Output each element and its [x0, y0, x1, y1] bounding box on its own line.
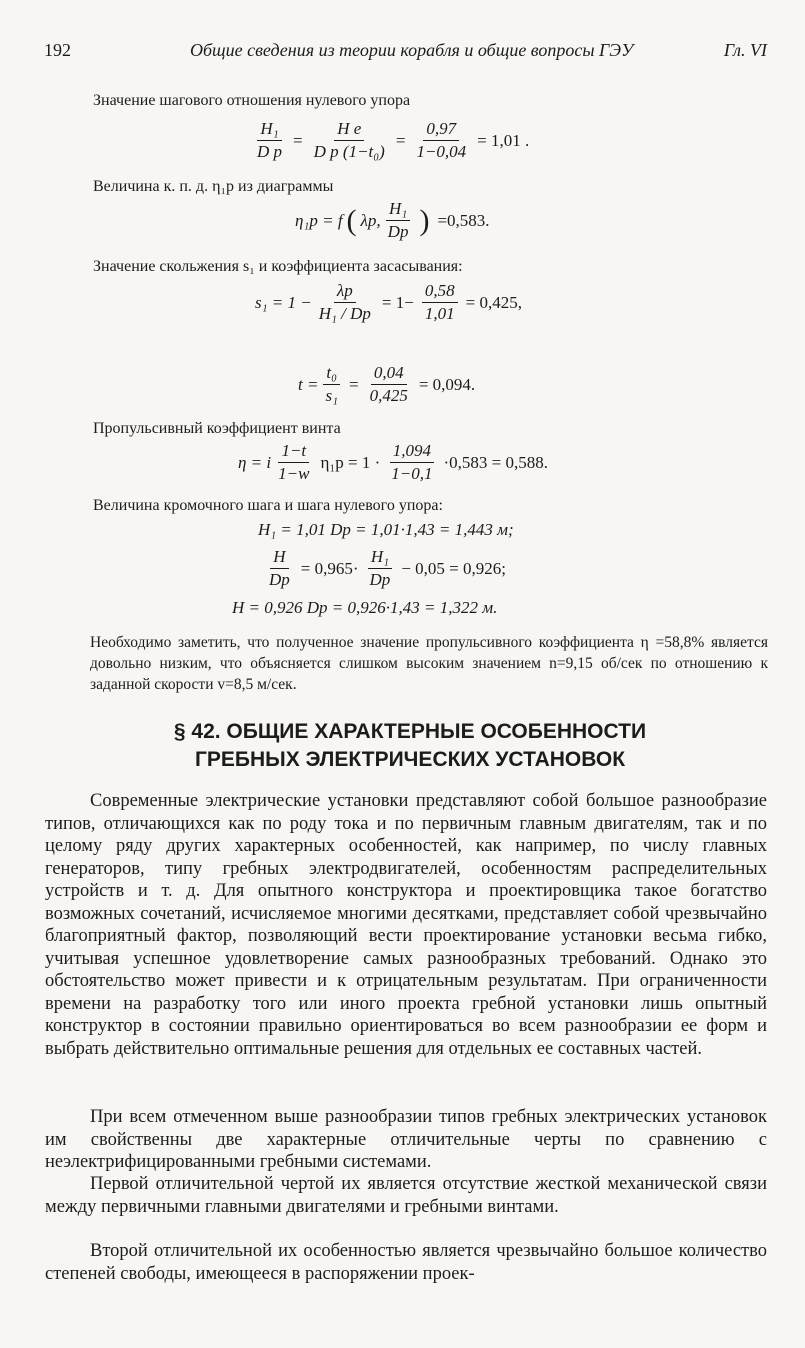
running-title: Общие сведения из теории корабля и общие вопросы ГЭУ: [190, 40, 634, 60]
fraction: $\frac{\text{H₁}}{\text{D p}}$: [257, 119, 283, 161]
section-heading-line-1: § 42. ОБЩИЕ ХАРАКТЕРНЫЕ ОСОБЕННОСТИ: [173, 720, 647, 743]
calc-line-slip: Значение скольжения s₁ и коэффициента засасывания:: [93, 258, 463, 275]
calc-line-propulsive: Пропульсивный коэффициент винта: [93, 420, 341, 437]
formula-pitch-ratio: $\frac{\text{H₁}}{\text{D p}}$ = $\frac{\text{H e}}{\text{D p (1−t₀)}}$ = $\frac{0,97}{1-0,04}$ = 1,01 .: [250, 118, 533, 163]
fraction: $\frac{1,094}{1-0,1}$: [391, 441, 433, 483]
note-paragraph: Необходимо заметить, что полученное значение пропульсивного коэффициента η =58,8% является довольно низким, что объясняется слишком высоким значением n=9,15 об/сек по отношению к заданной скорости v=8,5 м/сек.: [90, 634, 768, 693]
body-paragraph-2: При всем отмеченном выше разнообразии типов гребных электрических установок им свойственны две характерные отличительные черты по сравнению с неэлектрифицированными гребными системами.: [45, 1107, 767, 1172]
formula-pitch-ratio-2: $\frac{H}{Dp}$ = 0,965· $\frac{\text{H₁}}{Dp}$ − 0,05 = 0,926;: [262, 546, 510, 591]
page-header: [40, 40, 767, 66]
fraction: $\frac{1-t}{1-w}$: [278, 441, 310, 483]
fraction: $\frac{\text{t₀}}{\text{s₁}}$: [322, 362, 341, 407]
formula-slip: s₁ = 1 − $\frac{\lambda p}{\text{H₁ / Dp}}$ = 1− $\frac{0,58}{1,01}$ = 0,425,: [255, 281, 522, 323]
fraction: $\frac{0,04}{0,425}$: [369, 363, 408, 405]
page-number: 192: [44, 40, 71, 60]
body-paragraph-4: Второй отличительной их особенностью является чрезвычайно большое количество степеней свободы, имеющееся в распоряжении проек-: [45, 1241, 767, 1284]
fraction: $\frac{\text{H₁}}{Dp}$: [369, 547, 391, 589]
formula-efficiency: η₁p = f ( λp, $\frac{\text{H₁}}{Dp}$ ) =0,583.: [295, 199, 490, 241]
body-paragraph-3: Первой отличительной чертой их является отсутствие жесткой механической связи между первичными главными двигателями и гребными винтами.: [45, 1174, 767, 1217]
chapter-label: Гл. VI: [723, 40, 767, 60]
fraction: $\frac{\text{H e}}{\text{D p (1−t₀)}}$: [313, 119, 385, 161]
formula-edge-pitch: H = 0,926 Dp = 0,926·1,43 = 1,322 м.: [232, 598, 498, 617]
fraction: $\frac{\lambda p}{\text{H₁ / Dp}}$: [318, 281, 371, 323]
calc-line-pitch: Величина кромочного шага и шага нулевого упора:: [93, 497, 443, 514]
formula-zero-thrust-pitch: H₁ = 1,01 Dp = 1,01·1,43 = 1,443 м;: [258, 520, 514, 539]
section-heading: [90, 718, 730, 774]
fraction: $\frac{\text{H₁}}{Dp}$: [387, 199, 409, 241]
fraction: $\frac{0,58}{1,01}$: [422, 280, 458, 325]
formula-propulsive: η = i $\frac{1-t}{1-w}$ η₁p = 1 · $\frac{1,094}{1-0,1}$ ·0,583 = 0,588.: [238, 441, 549, 483]
calc-line-pitch-ratio: Значение шагового отношения нулевого упора: [93, 92, 411, 109]
formula-suction: t = $\frac{\text{t₀}}{\text{s₁}}$ = $\frac{0,04}{0,425}$ = 0,094.: [298, 363, 476, 405]
fraction: $\frac{H}{Dp}$: [269, 547, 290, 589]
calc-line-efficiency: Величина к. п. д. η₁p из диаграммы: [93, 178, 334, 195]
fraction: $\frac{0,97}{1-0,04}$: [416, 119, 467, 161]
body-paragraph-1: Современные электрические установки представляют собой большое разнообразие типов, отличающихся как по роду тока и по первичным главным двигателям, так и по целому ряду других характерных особенностей, как например, по числу главных генераторов, типу гребных электродвигателей, особенностям распределительных устройств и т. д. Для опытного конструктора и проектировщика такое богатство возможных сочетаний, исчисляемое многими десятками, представляет собой чрезвычайно благоприятный фактор, позволяющий вести проектирование установки весьма гибко, учитывая успешное удовлетворение самых разнообразных требований. Однако это обстоятельство может привести и к отрицательным результатам. При ограниченности времени на разработку того или иного проекта гребной установки лишь опытный конструктор в состоянии правильно ориентироваться во всем разнообразии ее форм и выбрать действительно оптимальные решения для отдельных ее составных частей.: [45, 791, 767, 1059]
section-heading-line-2: ГРЕБНЫХ ЭЛЕКТРИЧЕСКИХ УСТАНОВОК: [194, 748, 626, 771]
